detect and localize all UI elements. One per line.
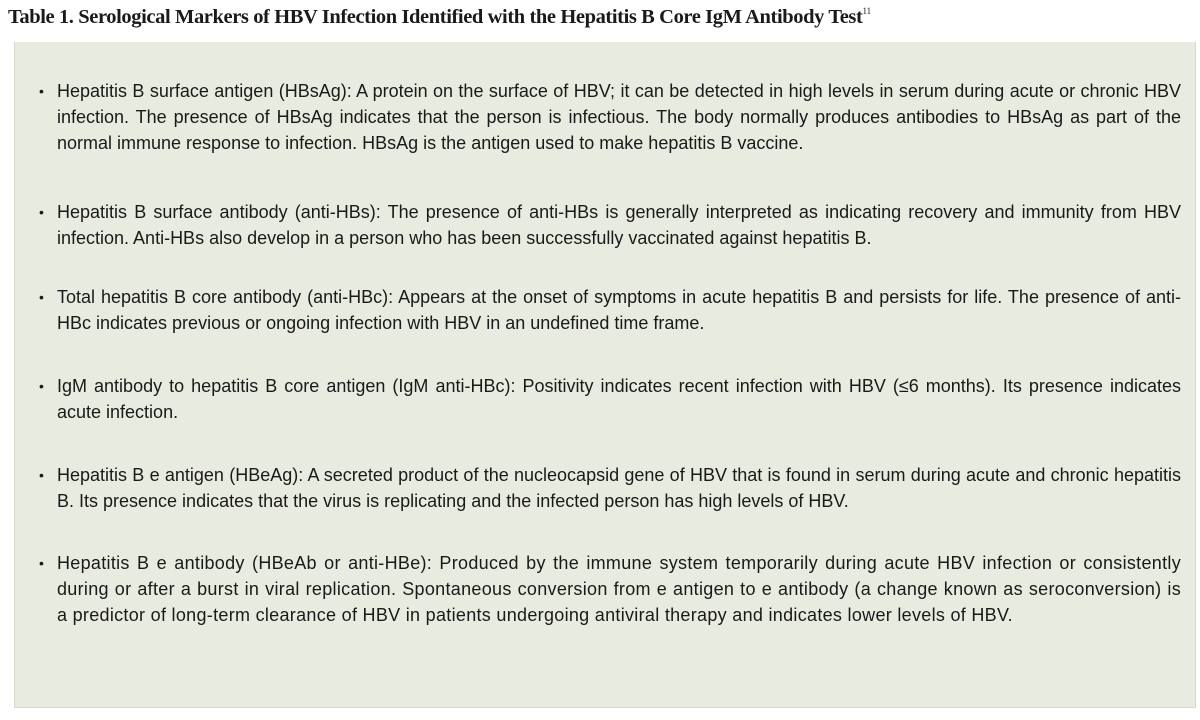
list-item xyxy=(39,373,1181,425)
item-text: IgM antibody to hepatitis B core antigen (IgM anti-HBc): Positivity indicates recent infection with HBV (≤6 months). Its presence indicates acute infection. xyxy=(57,376,1181,422)
item-text: Hepatitis B surface antibody (anti-HBs): The presence of anti-HBs is generally interpreted as indicating recovery and immunity from HBV infection. Anti-HBs also develop in a person who has been successfully vaccinated against hepatitis B. xyxy=(57,202,1181,248)
list-item xyxy=(39,199,1181,251)
bullet: • xyxy=(39,378,44,394)
bullet: • xyxy=(39,467,44,483)
table-title xyxy=(8,6,871,29)
list-item xyxy=(39,462,1181,514)
list-item xyxy=(39,78,1181,156)
item-text: Hepatitis B surface antigen (HBsAg): A protein on the surface of HBV; it can be detected in high levels in serum during acute or chronic HBV infection. The presence of HBsAg indicates that the person is infectious. The body normally produces antibodies to HBsAg as part of the normal immune response to infection. HBsAg is the antigen used to make hepatitis B vaccine. xyxy=(57,81,1181,153)
title-reference: 11 xyxy=(862,6,872,16)
table-title-text: Table 1. Serological Markers of HBV Infection Identified with the Hepatitis B Core IgM Antibody Test xyxy=(8,6,863,28)
bullet: • xyxy=(39,555,45,571)
list-item xyxy=(39,550,1181,628)
bullet: • xyxy=(39,204,44,220)
item-text: Hepatitis B e antibody (HBeAb or anti-HBe): Produced by the immune system temporarily during acute HBV infection or consistently during or after a burst in viral replication. Spontaneous conversion from e antigen to e antibody (a change known as seroconversion) is a predictor of long-term clearance of HBV in patients undergoing antiviral therapy and indicates lower levels of HBV. xyxy=(57,553,1181,625)
bullet: • xyxy=(39,83,44,99)
content-panel xyxy=(14,42,1196,708)
bullet: • xyxy=(39,289,44,305)
item-text: Total hepatitis B core antibody (anti-HBc): Appears at the onset of symptoms in acute hepatitis B and persists for life. The presence of anti-HBc indicates previous or ongoing infection with HBV in an undefined time frame. xyxy=(57,287,1181,333)
item-text: Hepatitis B e antigen (HBeAg): A secreted product of the nucleocapsid gene of HBV that is found in serum during acute and chronic hepatitis B. Its presence indicates that the virus is replicating and the infected person has high levels of HBV. xyxy=(57,465,1181,511)
list-item xyxy=(39,284,1181,336)
